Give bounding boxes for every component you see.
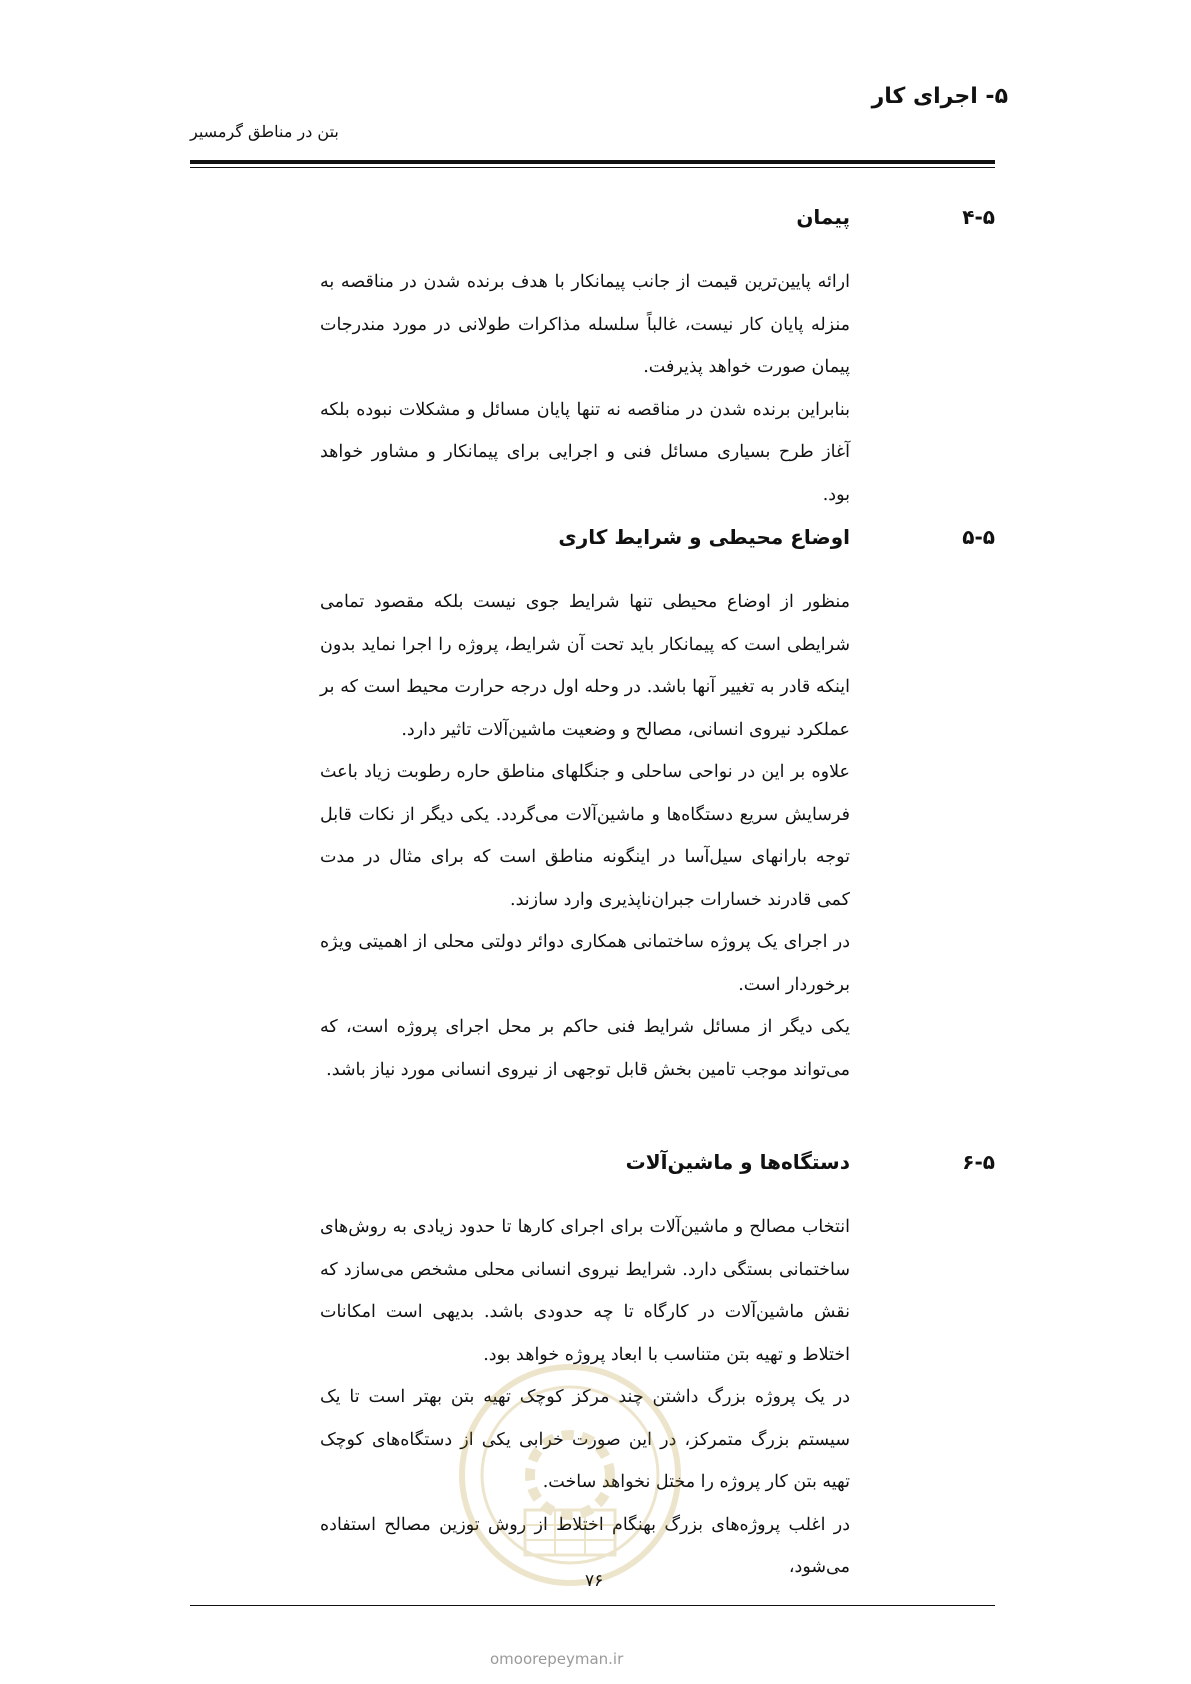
section-contract [320, 205, 995, 516]
section-body [320, 261, 850, 516]
section-heading [320, 525, 995, 565]
paragraph: در یک پروژه بزرگ داشتن چند مرکز کوچک تهیه بتن بهتر است تا یک سیستم بزرگ متمرکز، در این صورت خرابی یکی از دستگاه‌های کوچک تهیه بتن کار پروژه را مختل نخواهد ساخت. [320, 1387, 850, 1492]
paragraph: در اغلب پروژه‌های بزرگ بهنگام اختلاط از روش توزین مصالح استفاده می‌شود، [320, 1514, 850, 1577]
section-body [320, 581, 850, 1091]
paragraph: یکی دیگر از مسائل شرایط فنی حاکم بر محل اجرای پروژه است، که می‌تواند موجب تامین بخش قابل توجهی از نیروی انسانی مورد نیاز باشد. [320, 1017, 850, 1080]
section-number: ۴-۵ [962, 205, 995, 229]
section-title: پیمان [796, 205, 850, 229]
footer-rule [190, 1605, 995, 1606]
paragraph: در اجرای یک پروژه ساختمانی همکاری دوائر دولتی محلی از اهمیتی ویژه برخوردار است. [320, 932, 850, 995]
paragraph: منظور از اوضاع محیطی تنها شرایط جوی نیست بلکه مقصود تمامی شرایطی است که پیمانکار باید تحت آن شرایط، پروژه را اجرا نماید بدون اینکه قادر به تغییر آنها باشد. در وحله اول درجه حرارت محیط است که بر عملکرد نیروی انسانی، مصالح و وضعیت ماشین‌آلات تاثیر دارد. [320, 592, 850, 740]
site-watermark: omoorepeyman.ir [490, 1650, 624, 1668]
section-heading [320, 1150, 995, 1190]
chapter-title: ۵- اجرای کار [871, 84, 1008, 109]
section-heading [320, 205, 995, 245]
section-equipment [320, 1150, 995, 1589]
paragraph: علاوه بر این در نواحی ساحلی و جنگلهای مناطق حاره رطوبت زیاد باعث فرسایش سریع دستگاه‌ها و ماشین‌آلات می‌گردد. یکی دیگر از نکات قابل توجه بارانهای سیل‌آسا در اینگونه مناطق است که برای مثال در مدت کمی قادرند خسارات جبران‌ناپذیری وارد سازند. [320, 762, 850, 910]
section-title: اوضاع محیطی و شرایط کاری [558, 525, 850, 549]
section-number: ۵-۵ [962, 525, 995, 549]
section-environment [320, 525, 995, 1091]
header-rule [190, 160, 995, 168]
section-title: دستگاه‌ها و ماشین‌آلات [625, 1150, 850, 1174]
section-body [320, 1206, 850, 1589]
paragraph: ارائه پایین‌ترین قیمت از جانب پیمانکار با هدف برنده شدن در مناقصه به منزله پایان کار نیست، غالباً سلسله مذاکرات طولانی در مورد مندرجات پیمان صورت خواهد پذیرفت. [320, 272, 850, 377]
page-number: ۷۶ [585, 1571, 604, 1591]
paragraph: بنابراین برنده شدن در مناقصه نه تنها پایان مسائل و مشکلات نبوده بلکه آغاز طرح بسیاری مسائل فنی و اجرایی برای پیمانکار و مشاور خواهد بود. [320, 399, 850, 505]
running-head: بتن در مناطق گرمسیر [190, 122, 339, 141]
paragraph: انتخاب مصالح و ماشین‌آلات برای اجرای کارها تا حدود زیادی به روش‌های ساختمانی بستگی دارد. شرایط نیروی انسانی محلی مشخص می‌سازد که نقش ماشین‌آلات در کارگاه تا چه حدودی باشد. بدیهی است امکانات اختلاط و تهیه بتن متناسب با ابعاد پروژه خواهد بود. [320, 1217, 850, 1365]
section-number: ۶-۵ [962, 1150, 995, 1174]
